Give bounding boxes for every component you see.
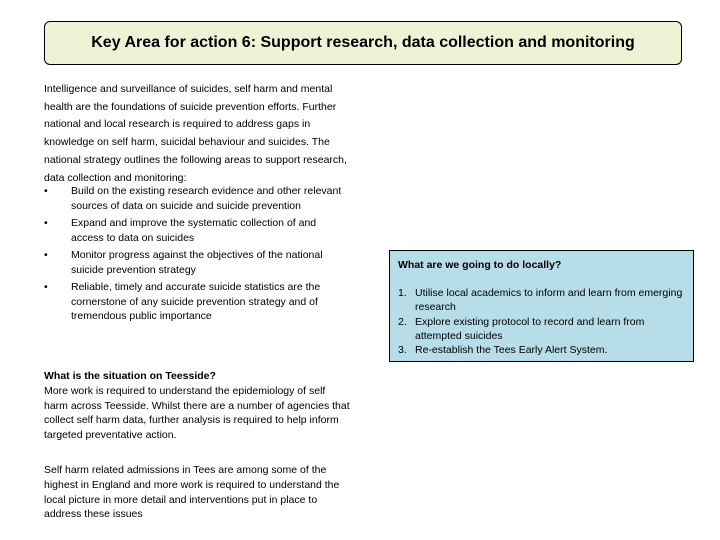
situation-body: More work is required to understand the epidemiology of self harm across Teesside. Whilst there are a number of agencies that collect self harm data, further analysis is required to help inform targeted preventative action.: [44, 384, 350, 442]
list-item: [44, 216, 344, 245]
bullet-text: Expand and improve the systematic collection of and access to data on suicides: [71, 217, 317, 244]
bullet-icon: •: [44, 217, 48, 229]
list-item: [44, 280, 344, 324]
list-item: [398, 315, 685, 344]
item-text: Utilise local academics to inform and learn from emerging research: [415, 287, 683, 314]
list-item: [44, 248, 344, 277]
page-title: Key Area for action 6: Support research, data collection and monitoring: [91, 34, 635, 51]
local-actions-heading: What are we going to do locally?: [398, 259, 562, 271]
bullet-text: Build on the existing research evidence and other relevant sources of data on suicide and suicide prevention: [71, 185, 342, 212]
item-number: 3.: [398, 344, 407, 357]
bullet-icon: •: [44, 281, 48, 293]
situation-section: [44, 369, 350, 443]
list-item: [44, 184, 344, 213]
admissions-paragraph: Self harm related admissions in Tees are among some of the highest in England and more work is required to understand the local picture in more detail and interventions put in place to address these issues: [44, 464, 340, 521]
local-actions-box: [389, 250, 694, 362]
bullet-text: Reliable, timely and accurate suicide statistics are the cornerstone of any suicide prevention strategy and of tremendous public importance: [71, 281, 321, 322]
situation-heading: What is the situation on Teesside?: [44, 370, 216, 382]
list-item: [398, 286, 685, 315]
strategy-bullet-list: [44, 184, 344, 327]
title-banner: [44, 21, 682, 65]
item-number: 2.: [398, 315, 407, 328]
intro-paragraph: Intelligence and surveillance of suicides, self harm and mental health are the foundations of suicide prevention efforts. Further national and local research is required to address gaps in knowledge on self harm, suicidal behaviour and suicides. The national strategy outlines the following areas to support research, data collection and monitoring:: [44, 83, 347, 184]
bullet-icon: •: [44, 185, 48, 197]
bullet-text: Monitor progress against the objectives of the national suicide prevention strategy: [71, 249, 323, 276]
item-text: Explore existing protocol to record and learn from attempted suicides: [415, 315, 645, 342]
item-text: Re-establish the Tees Early Alert System.: [415, 344, 608, 357]
bullet-icon: •: [44, 249, 48, 261]
local-actions-list: [398, 286, 685, 357]
item-number: 1.: [398, 287, 407, 299]
list-item: [398, 343, 685, 357]
